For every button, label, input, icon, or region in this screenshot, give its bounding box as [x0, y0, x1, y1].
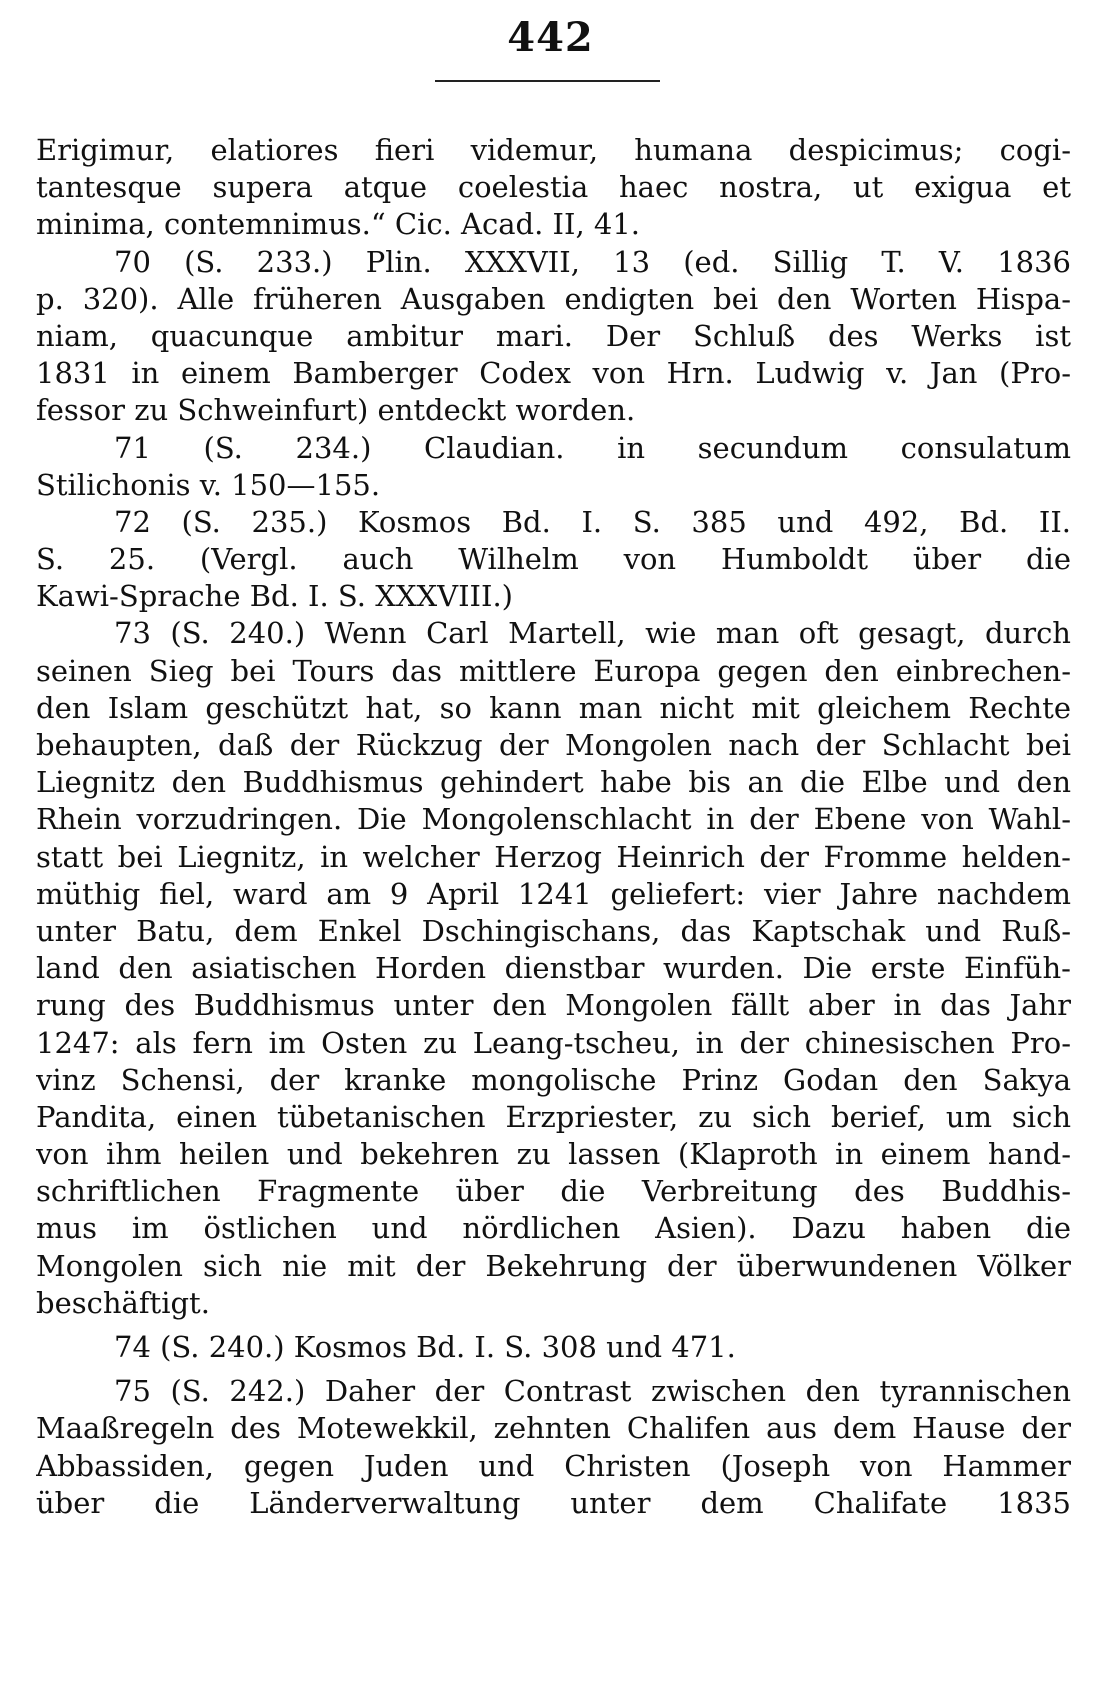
text-line: Abbassiden, gegen Juden und Christen (Joseph von Hammer	[36, 1448, 1071, 1483]
text-line: von ihm heilen und bekehren zu lassen (Klaproth in einem hand-	[36, 1137, 1071, 1172]
text-line: tantesque supera atque coelestia haec nostra, ut exigua et	[36, 170, 1071, 205]
text-line: Pandita, einen tübetanischen Erzpriester, zu sich berief, um sich	[36, 1099, 1071, 1134]
page-number: 442	[507, 14, 594, 61]
text-line: vinz Schensi, der kranke mongolische Prinz Godan den Sakya	[36, 1062, 1071, 1097]
text-line: behaupten, daß der Rückzug der Mongolen nach der Schlacht bei	[36, 728, 1071, 762]
text-line: S. 25. (Vergl. auch Wilhelm von Humboldt über die	[36, 542, 1071, 577]
text-line: p. 320). Alle früheren Ausgaben endigten bei den Worten Hispa-	[36, 281, 1071, 316]
text-line: mus im östlichen und nördlichen Asien). Dazu haben die	[36, 1211, 1071, 1246]
text-line: 70 (S. 233.) Plin. XXXVII, 13 (ed. Sillig T. V. 1836	[114, 244, 1071, 279]
text-line: land den asiatischen Horden dienstbar wurden. Die erste Einfüh-	[36, 951, 1071, 986]
text-line: unter Batu, dem Enkel Dschingischans, das Kaptschak und Ruß-	[36, 913, 1071, 948]
text-line: 73 (S. 240.) Wenn Carl Martell, wie man oft gesagt, durch	[114, 616, 1071, 651]
text-line: minima, contemnimus.“ Cic. Acad. II, 41.	[36, 207, 641, 242]
text-line: 72 (S. 235.) Kosmos Bd. I. S. 385 und 492, Bd. II.	[114, 504, 1071, 539]
text-line: 1247: als fern im Osten zu Leang-tscheu, in der chinesischen Pro-	[36, 1025, 1071, 1060]
text-line: schriftlichen Fragmente über die Verbreitung des Buddhis-	[36, 1174, 1071, 1209]
text-line: 71 (S. 234.) Claudian. in secundum consulatum	[114, 430, 1071, 465]
text-line: müthig fiel, ward am 9 April 1241 geliefert: vier Jahre nachdem	[36, 876, 1071, 911]
text-line: Liegnitz den Buddhismus gehindert habe bis an die Elbe und den	[36, 765, 1071, 800]
body-text	[36, 132, 1071, 1522]
text-line: 74 (S. 240.) Kosmos Bd. I. S. 308 und 471.	[114, 1330, 736, 1364]
text-line: 1831 in einem Bamberger Codex von Hrn. Ludwig v. Jan (Pro-	[36, 356, 1071, 391]
text-line: Mongolen sich nie mit der Bekehrung der überwundenen Völker	[36, 1248, 1071, 1283]
text-line: über die Länderverwaltung unter dem Chalifate 1835	[36, 1485, 1071, 1520]
text-line: fessor zu Schweinfurt) entdeckt worden.	[36, 393, 636, 428]
text-line: Rhein vorzudringen. Die Mongolenschlacht in der Ebene von Wahl-	[36, 802, 1071, 837]
text-line: Kawi-Sprache Bd. I. S. XXXVIII.)	[36, 579, 513, 614]
header-rule	[435, 80, 660, 82]
text-line: Maaßregeln des Motewekkil, zehnten Chalifen aus dem Hause der	[36, 1411, 1071, 1446]
text-line: den Islam geschützt hat, so kann man nicht mit gleichem Rechte	[36, 690, 1071, 725]
text-line: rung des Buddhismus unter den Mongolen fällt aber in das Jahr	[36, 988, 1071, 1023]
text-line: beschäftigt.	[36, 1285, 210, 1320]
text-line: Stilichonis v. 150—155.	[36, 467, 381, 502]
text-line: Erigimur, elatiores fieri videmur, humana despicimus; cogi-	[36, 133, 1071, 167]
text-line: 75 (S. 242.) Daher der Contrast zwischen den tyrannischen	[114, 1374, 1071, 1409]
text-line: niam, quacunque ambitur mari. Der Schluß des Werks ist	[36, 318, 1071, 353]
text-line: seinen Sieg bei Tours das mittlere Europa gegen den einbrechen-	[36, 653, 1071, 688]
text-line: statt bei Liegnitz, in welcher Herzog Heinrich der Fromme helden-	[36, 839, 1071, 874]
